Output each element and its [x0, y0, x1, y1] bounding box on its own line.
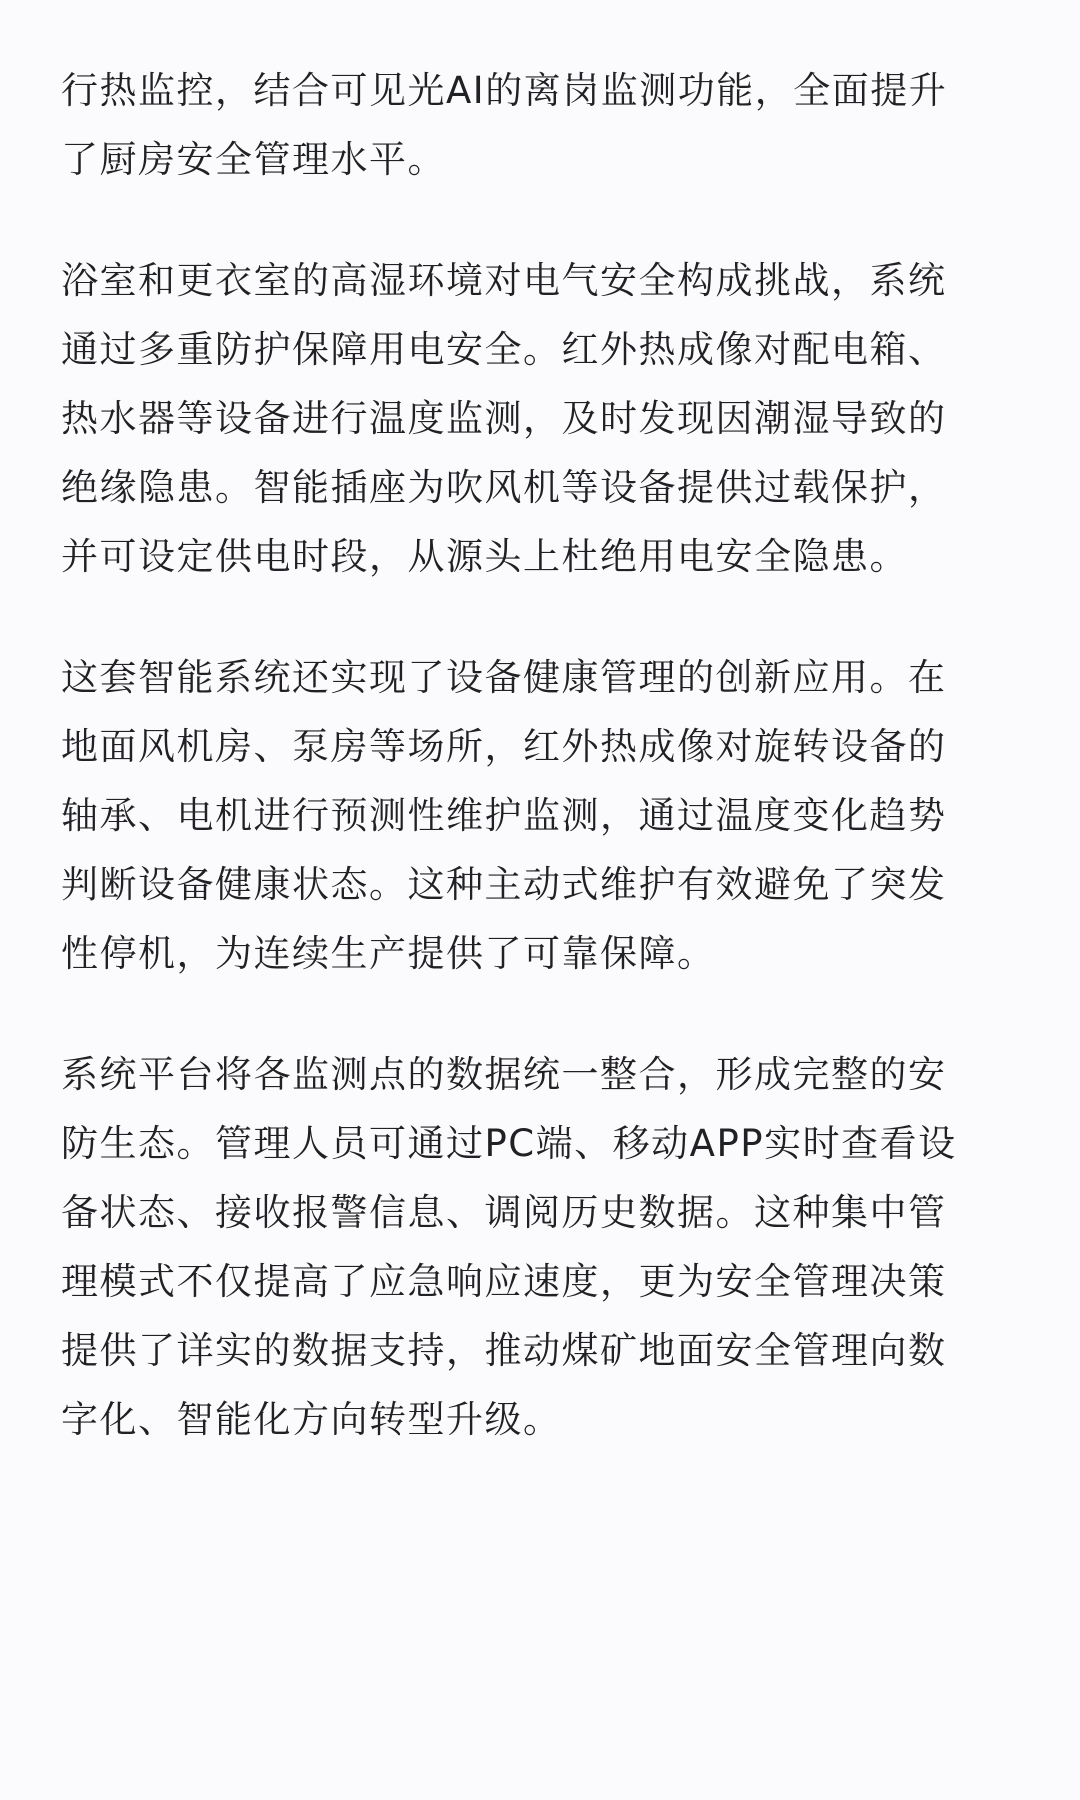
text-line: 行热监控，结合可见光AI的离岗监测功能，全面提升	[61, 69, 948, 112]
text-line: 理模式不仅提高了应急响应速度，更为安全管理决策	[61, 1260, 947, 1303]
text-line: 判断设备健康状态。这种主动式维护有效避免了突发	[61, 863, 947, 906]
paragraph-platform-integration	[61, 1040, 1021, 1454]
article-body	[61, 56, 1021, 1506]
text-line: 通过多重防护保障用电安全。红外热成像对配电箱、	[61, 328, 947, 371]
text-line: 防生态。管理人员可通过PC端、移动APP实时查看设	[61, 1122, 957, 1165]
text-line: 并可设定供电时段，从源头上杜绝用电安全隐患。	[61, 535, 908, 578]
text-line: 备状态、接收报警信息、调阅历史数据。这种集中管	[61, 1191, 947, 1234]
text-line: 热水器等设备进行温度监测，及时发现因潮湿导致的	[61, 397, 947, 440]
text-line: 系统平台将各监测点的数据统一整合，形成完整的安	[61, 1053, 947, 1096]
text-line: 字化、智能化方向转型升级。	[61, 1398, 562, 1441]
paragraph-kitchen-monitoring	[61, 56, 1021, 194]
text-line: 地面风机房、泵房等场所，红外热成像对旋转设备的	[61, 725, 947, 768]
text-line: 性停机，为连续生产提供了可靠保障。	[61, 932, 716, 975]
text-line: 绝缘隐患。智能插座为吹风机等设备提供过载保护，	[61, 466, 947, 509]
text-line: 了厨房安全管理水平。	[61, 138, 446, 181]
text-line: 轴承、电机进行预测性维护监测，通过温度变化趋势	[61, 794, 947, 837]
text-line: 这套智能系统还实现了设备健康管理的创新应用。在	[61, 656, 947, 699]
paragraph-bathroom-safety	[61, 246, 1021, 591]
text-line: 提供了详实的数据支持，推动煤矿地面安全管理向数	[61, 1329, 947, 1372]
paragraph-equipment-health	[61, 643, 1021, 988]
text-line: 浴室和更衣室的高湿环境对电气安全构成挑战，系统	[61, 259, 947, 302]
